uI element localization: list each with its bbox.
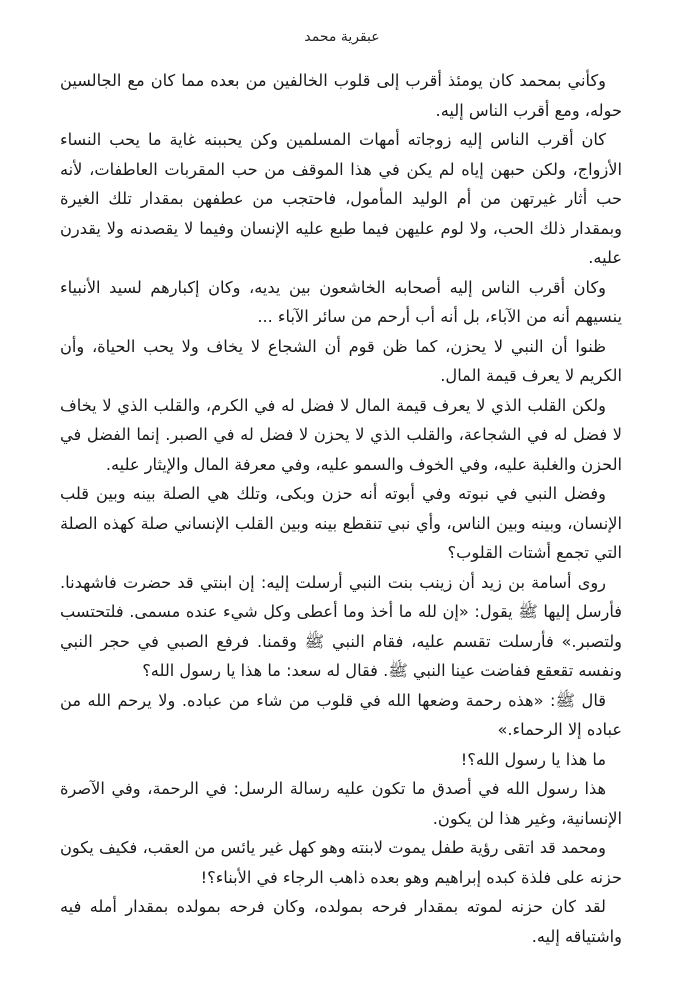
paragraph: روى أسامة بن زيد أن زينب بنت النبي أرسلت إليه: إن ابنتي قد حضرت فاشهدنا. فأرسل إليها ﷺ يقول: «إن لله ما أخذ وما أعطى وكل شيء عنده مسمى. فلتحتسب ولتصبر.» فأرسلت تقسم عليه، فقام النبي ﷺ وقمنا. فرفع الصبي في حجر النبي ونفسه تقعقع ففاضت عينا النبي ﷺ. فقال له سعد: ما هذا يا رسول الله؟ bbox=[60, 572, 622, 680]
paragraph: ما هذا يا رسول الله؟! bbox=[460, 749, 606, 769]
body-text bbox=[60, 66, 622, 951]
paragraph: كان أقرب الناس إليه زوجاته أمهات المسلمين وكن يحببنه غاية ما يحب النساء الأزواج، ولكن حبهن إياه لم يكن في هذا الموقف من حب المقربات العاطفات، لأنه حب أثار غيرتهن من أم الوليد المأمول، فاحتجب من عطفهن بمقدار تلك الغيرة وبمقدار ذلك الحب، ولا لوم عليهن فيما طبع عليه الإنسان وفيما لا يقصدنه ولا يقدرن عليه. bbox=[60, 130, 622, 267]
paragraph: ولكن القلب الذي لا يعرف قيمة المال لا فضل له في الكرم، والقلب الذي لا يخاف لا فضل له في الشجاعة، والقلب الذي لا يحزن لا فضل له في الصبر. إنما الفضل في الحزن والغلبة عليه، وفي الخوف والسمو عليه، وفي معرفة المال والإيثار عليه. bbox=[60, 395, 622, 474]
paragraph: قال ﷺ: «هذه رحمة وضعها الله في قلوب من شاء من عباده. ولا يرحم الله من عباده إلا الرحماء.» bbox=[60, 690, 622, 739]
paragraph: وكان أقرب الناس إليه أصحابه الخاشعون بين يديه، وكان إكبارهم لسيد الأنبياء ينسيهم أنه من الآباء، بل أنه أب أرحم من سائر الآباء ... bbox=[60, 277, 622, 326]
paragraph: ومحمد قد اتقى رؤية طفل يموت لابنته وهو كهل غير يائس من العقب، فكيف يكون حزنه على فلذة كبده إبراهيم وهو بعده ذاهب الرجاء في الأبناء؟! bbox=[60, 838, 622, 887]
paragraph: هذا رسول الله في أصدق ما تكون عليه رسالة الرسل: في الرحمة، وفي الآصرة الإنسانية، وغير هذا لن يكون. bbox=[60, 779, 622, 828]
paragraph: وكأني بمحمد كان يومئذ أقرب إلى قلوب الخالفين من بعده مما كان مع الجالسين حوله، ومع أقرب الناس إليه. bbox=[60, 71, 622, 120]
paragraph: وفضل النبي في نبوته وفي أبوته أنه حزن وبكى، وتلك هي الصلة بينه وبين قلب الإنسان، وبينه وبين الناس، وأي نبي تنقطع بينه وبين القلب الإنساني صلة كهذه الصلة التي تجمع أشتات القلوب؟ bbox=[60, 484, 622, 562]
paragraph: لقد كان حزنه لموته بمقدار فرحه بمولده، وكان فرحه بمولده بمقدار أمله فيه واشتياقه إليه. bbox=[60, 897, 622, 946]
running-header: عبقرية محمد bbox=[304, 29, 380, 45]
paragraph: ظنوا أن النبي لا يحزن، كما ظن قوم أن الشجاع لا يخاف ولا يحب الحياة، وأن الكريم لا يعرف قيمة المال. bbox=[60, 336, 622, 385]
